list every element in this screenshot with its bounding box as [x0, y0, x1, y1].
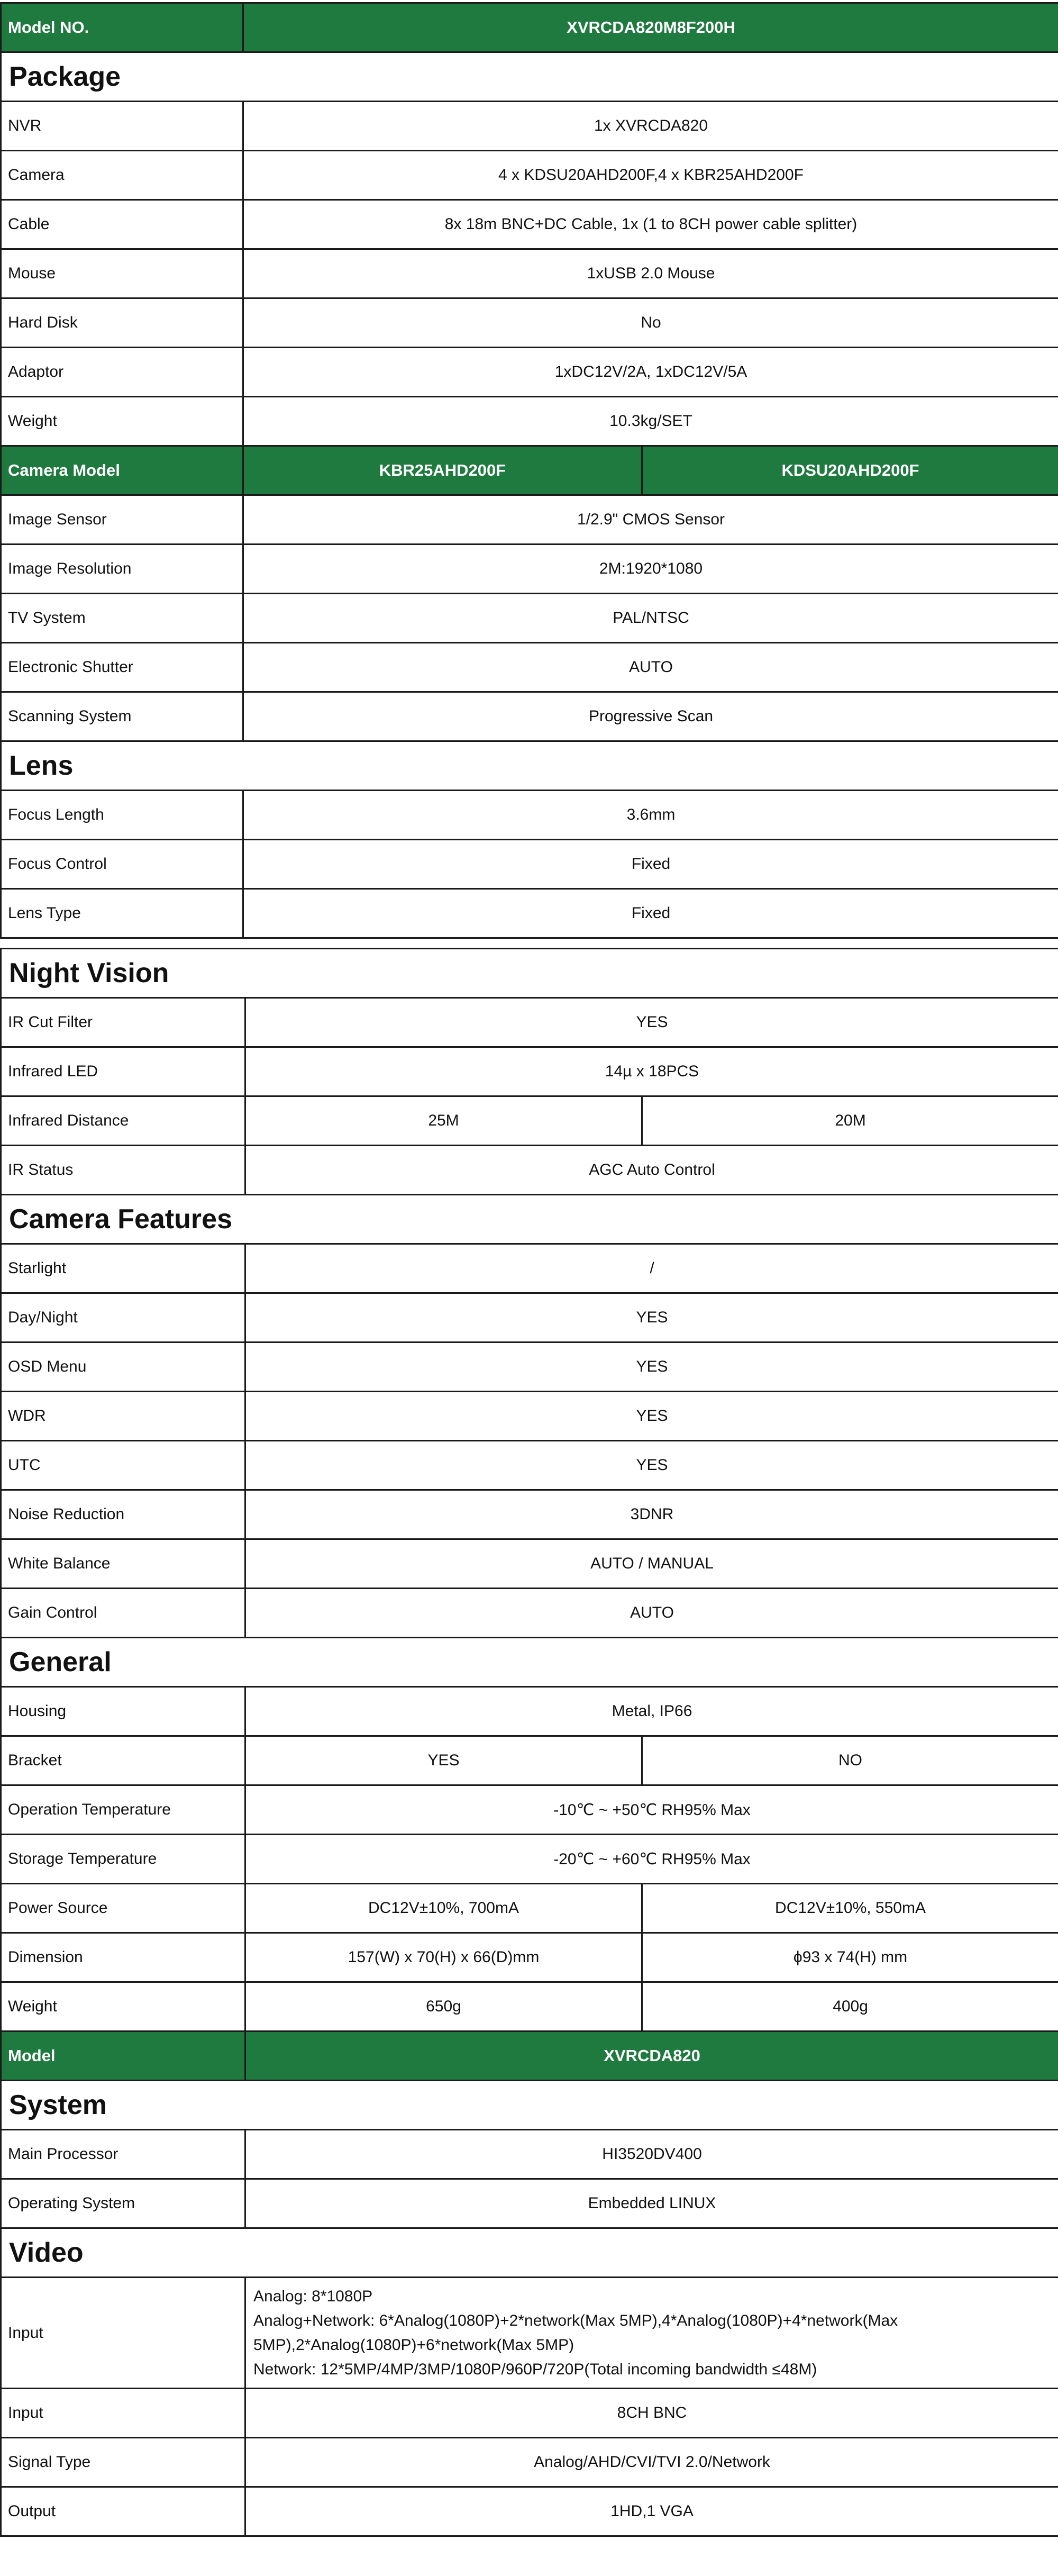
spec-label: IR Status — [1, 1146, 245, 1195]
camera-model-row — [1, 446, 1058, 495]
spec-value: Metal, IP66 — [245, 1687, 1058, 1736]
spec-value-line: Network: 12*5MP/4MP/3MP/1080P/960P/720P(Total incoming bandwidth ≤48M) — [253, 2360, 817, 2378]
spec-row — [1, 298, 1058, 348]
spec-label: Mouse — [1, 249, 243, 298]
spec-label: Output — [1, 2487, 245, 2536]
spec-value: Progressive Scan — [243, 692, 1058, 741]
spec-value-col1: YES — [245, 1736, 642, 1785]
spec-value: 4 x KDSU20AHD200F,4 x KBR25AHD200F — [243, 151, 1058, 200]
spec-row — [1, 1539, 1058, 1589]
spec-label: Image Sensor — [1, 495, 243, 545]
spec-label: Storage Temperature — [1, 1835, 245, 1884]
night-vision-section-row — [1, 949, 1058, 998]
spec-value-multiline — [245, 2278, 1058, 2389]
spec-row-split — [1, 1884, 1058, 1933]
spec-row — [1, 1047, 1058, 1096]
spec-value: 1xUSB 2.0 Mouse — [243, 249, 1058, 298]
spec-value: AGC Auto Control — [245, 1146, 1058, 1195]
spec-label: Electronic Shutter — [1, 643, 243, 692]
spec-row — [1, 692, 1058, 741]
spec-value: PAL/NTSC — [243, 594, 1058, 643]
spec-row — [1, 495, 1058, 545]
spec-value: 2M:1920*1080 — [243, 545, 1058, 594]
spec-row-multiline — [1, 2278, 1058, 2389]
spec-value: HI3520DV400 — [245, 2130, 1058, 2179]
spec-value-col2: 400g — [642, 1982, 1058, 2031]
spec-value: -20℃ ~ +60℃ RH95% Max — [245, 1835, 1058, 1884]
camera-features-section-row — [1, 1195, 1058, 1244]
spec-value: 10.3kg/SET — [243, 397, 1058, 446]
spec-value-line: Analog: 8*1080P — [253, 2287, 373, 2305]
spec-row — [1, 2487, 1058, 2536]
nvr-model-row — [1, 2031, 1058, 2081]
spec-row — [1, 1835, 1058, 1884]
spec-label: Power Source — [1, 1884, 245, 1933]
spec-value: 1HD,1 VGA — [245, 2487, 1058, 2536]
spec-row — [1, 200, 1058, 249]
spec-label: Starlight — [1, 1244, 245, 1293]
spec-value: No — [243, 298, 1058, 348]
camera-model-col1: KBR25AHD200F — [243, 446, 642, 495]
spec-value: 14µ x 18PCS — [245, 1047, 1058, 1096]
section-title-general: General — [1, 1638, 1058, 1687]
spec-label: Camera — [1, 151, 243, 200]
spec-row — [1, 249, 1058, 298]
general-section-row — [1, 1638, 1058, 1687]
package-section-row — [1, 52, 1058, 102]
spec-row-split — [1, 1933, 1058, 1982]
package-camera-spec-table — [0, 2, 1058, 939]
spec-row — [1, 2438, 1058, 2487]
spec-value: 1xDC12V/2A, 1xDC12V/5A — [243, 348, 1058, 397]
spec-label: Cable — [1, 200, 243, 249]
spec-label: Operation Temperature — [1, 1785, 245, 1835]
model-number-label: Model NO. — [1, 3, 243, 52]
spec-label: Operating System — [1, 2179, 245, 2228]
spec-label: Infrared LED — [1, 1047, 245, 1096]
spec-value: AUTO — [245, 1589, 1058, 1638]
spec-value: AUTO / MANUAL — [245, 1539, 1058, 1589]
spec-row — [1, 102, 1058, 151]
section-title-night-vision: Night Vision — [1, 949, 1058, 998]
spec-value: YES — [245, 1392, 1058, 1441]
spec-value-col2: ϕ93 x 74(H) mm — [642, 1933, 1058, 1982]
spec-row — [1, 1146, 1058, 1195]
spec-row — [1, 348, 1058, 397]
spec-label: NVR — [1, 102, 243, 151]
section-title-camera-features: Camera Features — [1, 1195, 1058, 1244]
spec-value-col1: 157(W) x 70(H) x 66(D)mm — [245, 1933, 642, 1982]
spec-label: Adaptor — [1, 348, 243, 397]
section-title-system: System — [1, 2081, 1058, 2130]
spec-row — [1, 1490, 1058, 1539]
spec-label: Image Resolution — [1, 545, 243, 594]
spec-value-line: Analog+Network: 6*Analog(1080P)+2*network(Max 5MP),4*Analog(1080P)+4*network(Max 5MP),2*Analog(1080P)+6*network(Max 5MP) — [253, 2311, 898, 2354]
spec-row-split — [1, 1096, 1058, 1146]
nvr-model-label: Model — [1, 2031, 245, 2081]
spec-label: White Balance — [1, 1539, 245, 1589]
spec-row — [1, 998, 1058, 1047]
spec-label: Housing — [1, 1687, 245, 1736]
spec-label: OSD Menu — [1, 1343, 245, 1392]
camera-model-col2: KDSU20AHD200F — [642, 446, 1058, 495]
nvr-model-value: XVRCDA820 — [245, 2031, 1058, 2081]
night-vision-nvr-spec-table — [0, 948, 1058, 2537]
spec-value-col2: 20M — [642, 1096, 1058, 1146]
spec-value: -10℃ ~ +50℃ RH95% Max — [245, 1785, 1058, 1835]
spec-value: Fixed — [243, 840, 1058, 889]
spec-row — [1, 594, 1058, 643]
spec-row — [1, 1785, 1058, 1835]
spec-value: YES — [245, 1441, 1058, 1490]
spec-label: Lens Type — [1, 889, 243, 938]
spec-label: UTC — [1, 1441, 245, 1490]
section-title-package: Package — [1, 52, 1058, 102]
spec-row — [1, 2179, 1058, 2228]
spec-value: YES — [245, 998, 1058, 1047]
spec-value: AUTO — [243, 643, 1058, 692]
spec-value: 3DNR — [245, 1490, 1058, 1539]
spec-label: Input — [1, 2278, 245, 2389]
spec-row — [1, 545, 1058, 594]
spec-row — [1, 1392, 1058, 1441]
spec-row — [1, 643, 1058, 692]
spec-value: 1/2.9" CMOS Sensor — [243, 495, 1058, 545]
spec-label: Scanning System — [1, 692, 243, 741]
spec-label: Day/Night — [1, 1293, 245, 1343]
spec-row — [1, 2389, 1058, 2438]
spec-label: Infrared Distance — [1, 1096, 245, 1146]
spec-row — [1, 2130, 1058, 2179]
spec-value: Analog/AHD/CVI/TVI 2.0/Network — [245, 2438, 1058, 2487]
spec-value-col1: 650g — [245, 1982, 642, 2031]
spec-value: 1x XVRCDA820 — [243, 102, 1058, 151]
spec-value: 3.6mm — [243, 791, 1058, 840]
spec-label: TV System — [1, 594, 243, 643]
spec-value-col2: NO — [642, 1736, 1058, 1785]
spec-row — [1, 1687, 1058, 1736]
spec-row-split — [1, 1982, 1058, 2031]
spec-row — [1, 1244, 1058, 1293]
spec-value-col2: DC12V±10%, 550mA — [642, 1884, 1058, 1933]
spec-label: Weight — [1, 1982, 245, 2031]
section-title-video: Video — [1, 2228, 1058, 2278]
spec-label: Signal Type — [1, 2438, 245, 2487]
camera-model-label: Camera Model — [1, 446, 243, 495]
spec-value: YES — [245, 1343, 1058, 1392]
spec-label: Noise Reduction — [1, 1490, 245, 1539]
video-section-row — [1, 2228, 1058, 2278]
spec-value-col1: 25M — [245, 1096, 642, 1146]
spec-value: YES — [245, 1293, 1058, 1343]
spec-row — [1, 1343, 1058, 1392]
spec-value: Embedded LINUX — [245, 2179, 1058, 2228]
system-section-row — [1, 2081, 1058, 2130]
spec-label: WDR — [1, 1392, 245, 1441]
spec-label: Bracket — [1, 1736, 245, 1785]
spec-value: 8CH BNC — [245, 2389, 1058, 2438]
spec-row — [1, 791, 1058, 840]
spec-value: 8x 18m BNC+DC Cable, 1x (1 to 8CH power cable splitter) — [243, 200, 1058, 249]
spec-value: / — [245, 1244, 1058, 1293]
model-number-value: XVRCDA820M8F200H — [243, 3, 1058, 52]
spec-row — [1, 889, 1058, 938]
spec-label: Hard Disk — [1, 298, 243, 348]
section-title-lens: Lens — [1, 741, 1058, 791]
spec-label: Gain Control — [1, 1589, 245, 1638]
spec-row — [1, 1589, 1058, 1638]
lens-section-row — [1, 741, 1058, 791]
spec-label: IR Cut Filter — [1, 998, 245, 1047]
spec-row — [1, 1441, 1058, 1490]
spec-value-col1: DC12V±10%, 700mA — [245, 1884, 642, 1933]
spec-row — [1, 840, 1058, 889]
spec-label: Dimension — [1, 1933, 245, 1982]
spec-row — [1, 397, 1058, 446]
spec-label: Focus Control — [1, 840, 243, 889]
spec-row — [1, 1293, 1058, 1343]
spec-label: Focus Length — [1, 791, 243, 840]
spec-label: Main Processor — [1, 2130, 245, 2179]
model-number-row — [1, 3, 1058, 52]
spec-value: Fixed — [243, 889, 1058, 938]
spec-row — [1, 151, 1058, 200]
spec-label: Weight — [1, 397, 243, 446]
spec-row-split — [1, 1736, 1058, 1785]
spec-label: Input — [1, 2389, 245, 2438]
